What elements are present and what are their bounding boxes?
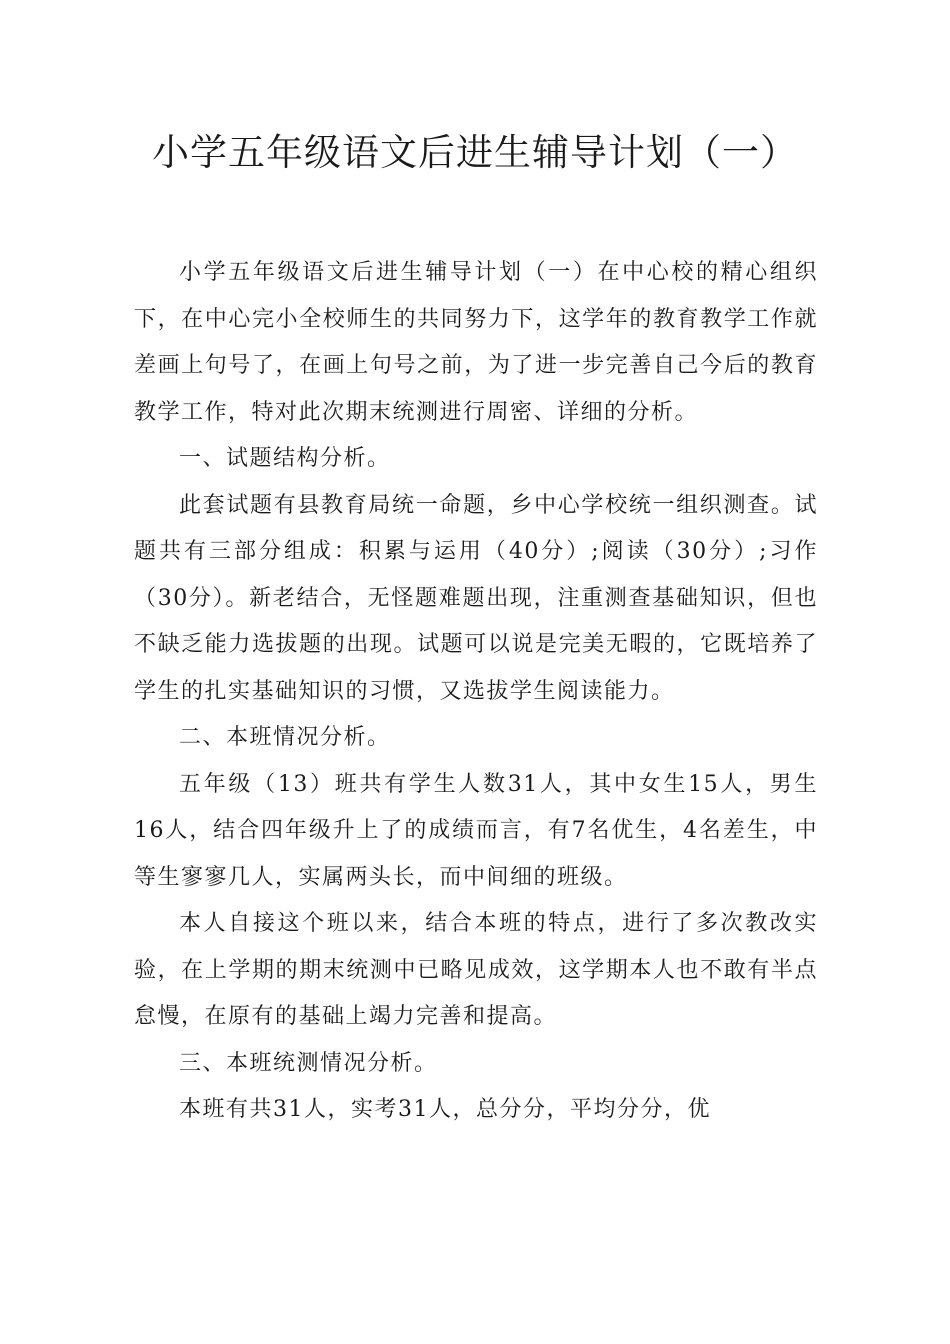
paragraph-test-structure: 此套试题有县教育局统一命题，乡中心学校统一组织测查。试题共有三部分组成：积累与运用（40分）;阅读（30分）;习作（30分）。新老结合，无怪题难题出现，注重测查基础知识，但也不缺乏能力选拔题的出现。试题可以说是完美无暇的，它既培养了学生的扎实基础知识的习惯，又选拔学生阅读能力。 xyxy=(134,492,818,704)
section-heading-3: 三、本班统测情况分析。 xyxy=(179,1050,438,1076)
paragraph-class-situation: 五年级（13）班共有学生人数31人，其中女生15人，男生16人，结合四年级升上了的成绩而言，有7名优生，4名差生，中等生寥寥几人，实属两头长，而中间细的班级。 xyxy=(134,771,818,890)
section-heading-2: 二、本班情况分析。 xyxy=(179,725,391,750)
paragraph-test-results: 本班有共31人，实考31人，总分分，平均分分，优 xyxy=(179,1097,711,1122)
document-body xyxy=(134,250,818,1134)
paragraph-teacher-effort: 本人自接这个班以来，结合本班的特点，进行了多次教改实验，在上学期的期末统测中已略见成效，这学期本人也不敢有半点怠慢，在原有的基础上竭力完善和提高。 xyxy=(134,911,818,1029)
document-title: 小学五年级语文后进生辅导计划（一） xyxy=(152,131,798,174)
section-heading-1: 一、试题结构分析。 xyxy=(179,446,391,471)
paragraph-intro: 小学五年级语文后进生辅导计划（一）在中心校的精心组织下，在中心完小全校师生的共同努力下，这学年的教育教学工作就差画上句号了，在画上句号之前，为了进一步完善自己今后的教育教学工作，特对此次期末统测进行周密、详细的分析。 xyxy=(134,260,818,425)
